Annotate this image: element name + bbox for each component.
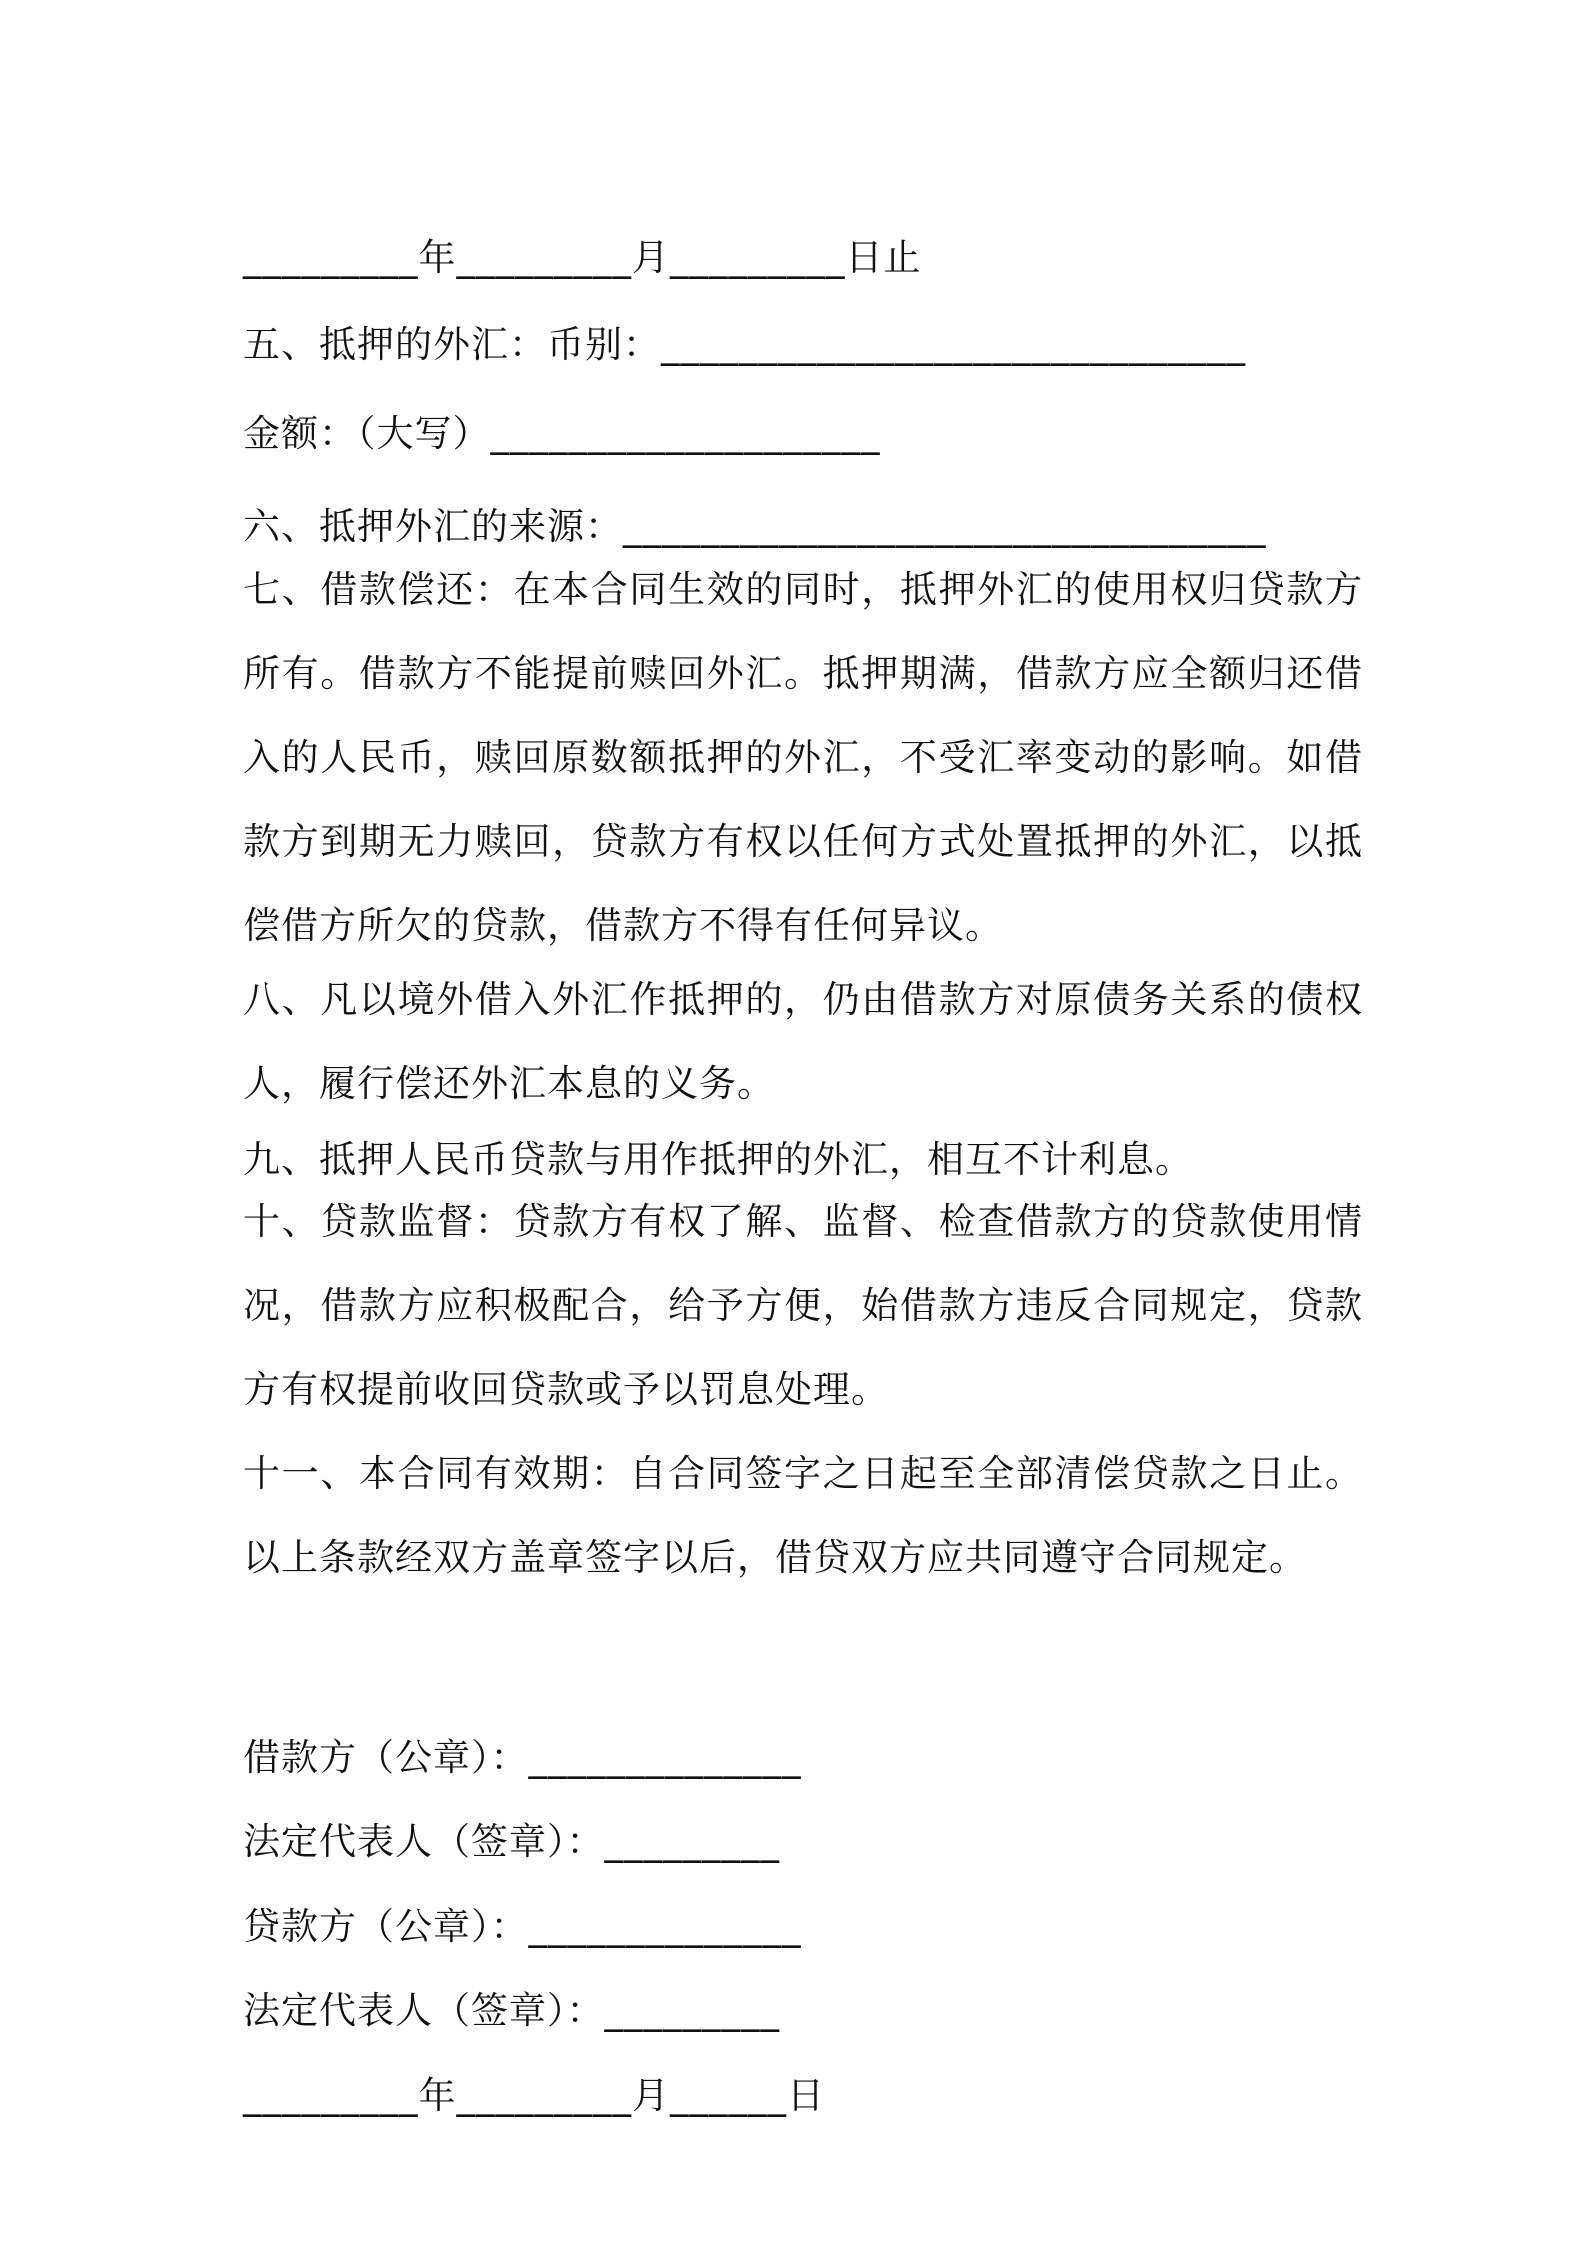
borrower-seal-line: 借款方（公章）：______________ [243,1736,802,1779]
clause-8: 八、凡以境外借入外汇作抵押的，仍由借款方对原债务关系的债权人，履行偿还外汇本息的义务。 [243,978,1363,1105]
clause-5-currency: 五、抵押的外汇：币别：______________________________ [243,323,1246,366]
clause-10: 十、贷款监督：贷款方有权了解、监督、检查借款方的贷款使用情况，借款方应积极配合，给予方便，始借款方违反合同规定，贷款方有权提前收回贷款或予以罚息处理。 [243,1200,1363,1411]
clause-5-amount: 金额：（大写）____________________ [243,412,881,455]
clause-9: 九、抵押人民币贷款与用作抵押的外汇，相互不计利息。 [243,1138,1193,1181]
clause-11: 十一、本合同有效期：自合同签字之日起至全部清偿贷款之日止。以上条款经双方盖章签字以后，借贷双方应共同遵守合同规定。 [243,1452,1363,1579]
clause-7: 七、借款偿还：在本合同生效的同时，抵押外汇的使用权归贷款方所有。借款方不能提前赎回外汇。抵押期满，借款方应全额归还借入的人民币，赎回原数额抵押的外汇，不受汇率变动的影响。如借款方到期无力赎回，贷款方有权以任何方式处置抵押的外汇，以抵偿借方所欠的贷款，借款方不得有任何异议。 [243,568,1363,947]
footer-date-line: _________年_________月______日 [243,2074,825,2117]
borrower-representative-line: 法定代表人（签章）：_________ [243,1820,780,1863]
clause-6: 六、抵押外汇的来源：_________________________________ [243,505,1267,548]
lender-representative-line: 法定代表人（签章）：_________ [243,1989,780,2032]
header-date-line: _________年_________月_________日止 [243,236,922,279]
lender-seal-line: 贷款方（公章）：______________ [243,1905,802,1948]
